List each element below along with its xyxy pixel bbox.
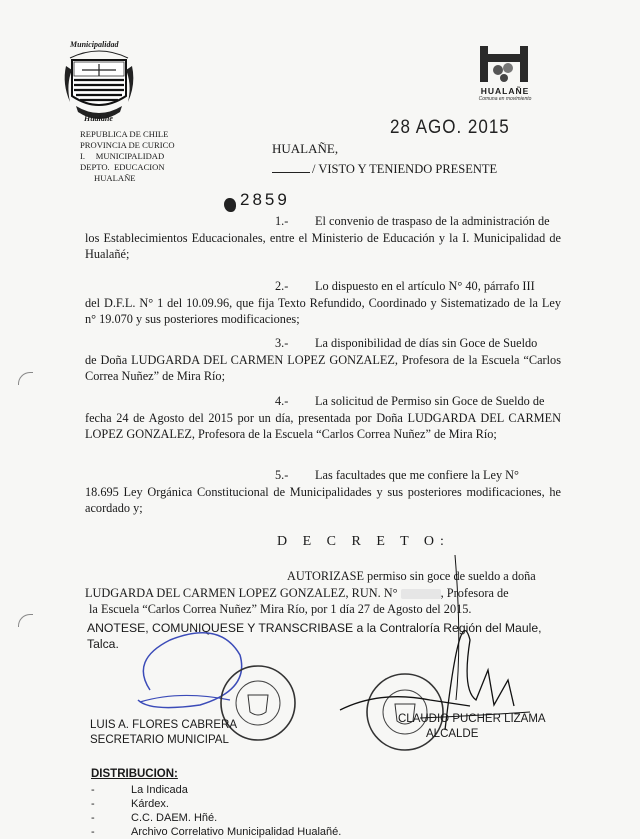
paragraph-number: 2.- [275,279,289,293]
paragraph-number: 1.- [275,214,289,228]
paragraph-first-line: El convenio de traspaso de la administración de [315,214,550,228]
paragraph-text: fecha 24 de Agosto del 2015 por un día, presentada por Doña LUDGARDA DEL CARMEN LOPEZ GONZALEZ, Profesora de la Escuela “Carlos Correa Nuñez” de Mira Río; [85,410,561,441]
left-signature-icon [138,633,242,708]
issuer-line: I. MUNICIPALIDAD [80,151,165,161]
decreto-title: D E C R E T O: [277,534,450,549]
decreto-line2a: LUDGARDA DEL CARMEN LOPEZ GONZALEZ, RUN. N° [85,585,398,600]
signature-right [398,712,546,742]
signer-left-name: LUIS A. FLORES CABRERA [90,719,237,731]
distribution-title: DISTRIBUCION: [91,768,178,780]
signer-left-title: SECRETARIO MUNICIPAL [90,734,229,746]
paragraph-first-line: La disponibilidad de días sin Goce de Sueldo [315,336,538,350]
decreto-line2b: , Profesora de [440,585,509,600]
brand-name: HUALAÑE [480,86,530,96]
issuer-line: DEPTO. EDUCACION [80,162,165,172]
anotese-line: ANOTESE, COMUNIQUESE Y TRANSCRIBASE a la Contraloría Región del Maule, Talca. [87,621,542,651]
decree-number: 2859 [240,190,290,209]
paragraph-text: los Establecimientos Educacionales, entre el Ministerio de Educación y la I. Municipalidad de Hualañé; [85,230,561,261]
signer-right-name: CLAUDIO PUCHER LIZAMA [398,713,546,725]
date-stamp: 28 AGO. 2015 [390,115,510,138]
brand-tagline: Comuna en movimiento [478,96,532,102]
list-item: - C.C. DAEM. Hñé. [91,812,218,824]
list-item: - Kárdex. [91,798,169,810]
paragraph-number: 5.- [275,468,289,482]
paragraph-first-line: Lo dispuesto en el artículo N° 40, párrafo III [315,279,535,293]
paragraph-number: 4.- [275,394,289,408]
paragraph-text: 18.695 Ley Orgánica Constitucional de Municipalidades y sus posteriores modificaciones, he acordado y; [85,484,561,515]
list-item: - Archivo Correlativo Municipalidad Hualañé. [91,826,342,838]
signature-left [90,718,237,748]
distribution-list [91,783,341,839]
issuer-line: REPUBLICA DE CHILE [80,129,169,139]
signer-right-title: ALCALDE [426,728,479,740]
crest-bottom-text: Hualañé [84,114,113,123]
place-label: HUALAÑE, [272,141,339,156]
decreto-first-line: AUTORIZASE permiso sin goce de sueldo a doña [287,569,536,583]
decreto-line3: la Escuela “Carlos Correa Nuñez” Mira Río, por 1 día 27 de Agosto del 2015. [89,602,472,616]
paragraph-text: de Doña LUDGARDA DEL CARMEN LOPEZ GONZALEZ, Profesora de la Escuela “Carlos Correa Nuñez” de Mira Río; [85,352,561,383]
issuer-line: HUALAÑE [94,173,136,183]
paragraph-first-line: Las facultades que me confiere la Ley N° [315,468,519,482]
issuer-line: PROVINCIA DE CURICO [80,140,175,150]
list-item: - La Indicada [91,784,188,796]
crest-top-text: Municipalidad [70,40,119,49]
visto-text: / VISTO Y TENIENDO PRESENTE [312,162,498,176]
paragraph-number: 3.- [275,336,289,350]
paragraph-text: del D.F.L. N° 1 del 10.09.96, que fija Texto Refundido, Coordinado y Sistematizado de la Ley n° 19.070 y sus posteriores modificaciones; [85,295,561,326]
paragraph-first-line: La solicitud de Permiso sin Goce de Sueldo de [315,394,545,408]
